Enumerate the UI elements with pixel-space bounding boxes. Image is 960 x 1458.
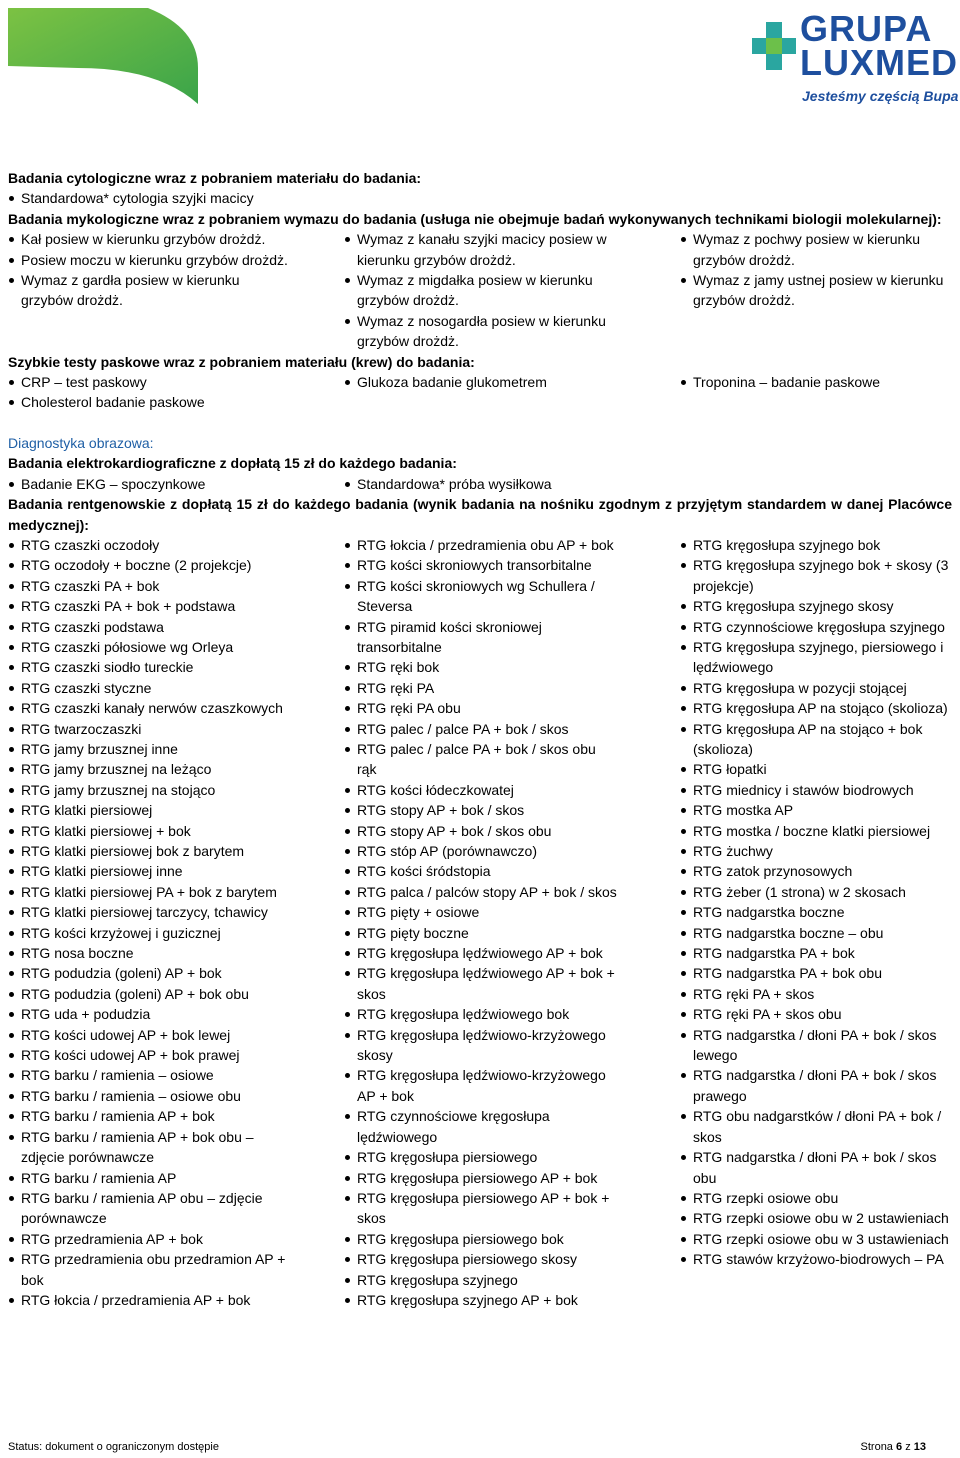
list-item: RTG kręgosłupa szyjnego bok <box>680 535 953 555</box>
list-item: RTG żeber (1 strona) w 2 skosach <box>680 882 953 902</box>
rtg-heading: Badania rentgenowskie z dopłatą 15 zł do każdego badania (wynik badania na nośniku zgodnym z przyjętym standardem w danej Placówce medycznej): <box>8 496 952 533</box>
list-item: RTG czaszki styczne <box>8 678 293 698</box>
cyto-heading: Badania cytologiczne wraz z pobraniem materiału do badania: <box>8 170 422 186</box>
list-item: RTG mostka AP <box>680 800 953 820</box>
list-item: RTG klatki piersiowej tarczycy, tchawicy <box>8 902 293 922</box>
list-item: RTG łokcia / przedramienia obu AP + bok <box>344 535 617 555</box>
grupa-luxmed-logo <box>752 4 959 104</box>
list-item: RTG stopy AP + bok / skos <box>344 800 617 820</box>
list-item: RTG kości skroniowych wg Schullera / Steversa <box>344 576 617 617</box>
list-item: RTG kręgosłupa AP na stojąco + bok (skolioza) <box>680 719 953 760</box>
list-item: RTG barku / ramienia AP <box>8 1168 293 1188</box>
list-item: RTG rzepki osiowe obu <box>680 1188 953 1208</box>
list-item: RTG kręgosłupa szyjnego, piersiowego i lędźwiowego <box>680 637 953 678</box>
list-item: Glukoza badanie glukometrem <box>344 372 617 392</box>
list-item: RTG zatok przynosowych <box>680 861 953 881</box>
rtg-columns <box>8 535 952 1310</box>
list-item: RTG kości łódeczkowatej <box>344 780 617 800</box>
brand-line-2: LUXMED <box>800 42 958 83</box>
rtg-col-1 <box>8 535 344 1310</box>
list-item: RTG nadgarstka boczne <box>680 902 953 922</box>
list-item: RTG pięty boczne <box>344 923 617 943</box>
myco-col-2 <box>344 229 680 351</box>
list-item: RTG stawów krzyżowo-biodrowych – PA <box>680 1249 953 1269</box>
list-item: RTG klatki piersiowej bok z barytem <box>8 841 293 861</box>
list-item: RTG nadgarstka boczne – obu <box>680 923 953 943</box>
list-item: RTG kręgosłupa lędźwiowego AP + bok + skos <box>344 963 617 1004</box>
list-item: RTG kręgosłupa piersiowego AP + bok + skos <box>344 1188 617 1229</box>
list-item: RTG twarzoczaszki <box>8 719 293 739</box>
list-item: RTG kręgosłupa lędźwiowego AP + bok <box>344 943 617 963</box>
list-item: RTG klatki piersiowej PA + bok z barytem <box>8 882 293 902</box>
list-item: RTG obu nadgarstków / dłoni PA + bok / skos <box>680 1106 953 1147</box>
ekg-col-2 <box>344 474 680 494</box>
list-item: RTG uda + podudzia <box>8 1004 293 1024</box>
list-item: Wymaz z gardła posiew w kierunku grzybów drożdż. <box>8 270 293 311</box>
list-item: RTG kręgosłupa szyjnego bok + skosy (3 projekcje) <box>680 555 953 596</box>
list-item: RTG kręgosłupa szyjnego skosy <box>680 596 953 616</box>
page-of: z <box>905 1441 911 1453</box>
list-item: RTG mostka / boczne klatki piersiowej <box>680 821 953 841</box>
list-item: Wymaz z jamy ustnej posiew w kierunku grzybów drożdż. <box>680 270 953 311</box>
list-item: RTG ręki bok <box>344 657 617 677</box>
list-item: Standardowa* próba wysiłkowa <box>344 474 617 494</box>
list-item: RTG czaszki siodło tureckie <box>8 657 293 677</box>
list-item: RTG żuchwy <box>680 841 953 861</box>
list-item: RTG palec / palce PA + bok / skos <box>344 719 617 739</box>
list-item: Badanie EKG – spoczynkowe <box>8 474 293 494</box>
list-item: RTG podudzia (goleni) AP + bok <box>8 963 293 983</box>
list-item: RTG rzepki osiowe obu w 3 ustawieniach <box>680 1229 953 1249</box>
list-item: RTG kręgosłupa szyjnego <box>344 1270 617 1290</box>
strip-col-2 <box>344 372 680 413</box>
list-item: RTG stóp AP (porównawczo) <box>344 841 617 861</box>
list-item: CRP – test paskowy <box>8 372 293 392</box>
rtg-col-3 <box>680 535 952 1310</box>
list-item: Posiew moczu w kierunku grzybów drożdż. <box>8 250 293 270</box>
document-body <box>8 168 952 1310</box>
diag-heading: Diagnostyka obrazowa: <box>8 434 154 451</box>
list-item: RTG barku / ramienia – osiowe <box>8 1065 293 1085</box>
list-item: RTG kręgosłupa szyjnego AP + bok <box>344 1290 617 1310</box>
list-item: RTG kości udowej AP + bok lewej <box>8 1025 293 1045</box>
page-current: 6 <box>896 1441 903 1453</box>
cyto-list <box>8 188 952 208</box>
list-item: RTG nadgarstka PA + bok obu <box>680 963 953 983</box>
list-item: RTG kości krzyżowej i guzicznej <box>8 923 293 943</box>
list-item: RTG nadgarstka / dłoni PA + bok / skos prawego <box>680 1065 953 1106</box>
strip-columns <box>8 372 952 413</box>
list-item: RTG czaszki podstawa <box>8 617 293 637</box>
strip-heading: Szybkie testy paskowe wraz z pobraniem materiału (krew) do badania: <box>8 353 475 370</box>
ekg-col-1 <box>8 474 344 494</box>
footer-page-number <box>861 1441 926 1453</box>
list-item: RTG klatki piersiowej + bok <box>8 821 293 841</box>
list-item: Standardowa* cytologia szyjki macicy <box>8 188 952 208</box>
list-item: RTG barku / ramienia – osiowe obu <box>8 1086 293 1106</box>
list-item: RTG kości śródstopia <box>344 861 617 881</box>
footer-status: Status: dokument o ograniczonym dostępie <box>8 1441 219 1453</box>
list-item: RTG przedramienia obu przedramion AP + bok <box>8 1249 293 1290</box>
list-item: RTG kręgosłupa piersiowego skosy <box>344 1249 617 1269</box>
brand-tagline: Jesteśmy częścią Bupa <box>802 88 959 104</box>
rtg-col-2 <box>344 535 680 1310</box>
list-item: RTG kręgosłupa lędźwiowo-krzyżowego AP + bok <box>344 1065 617 1106</box>
page-footer <box>8 1441 926 1453</box>
list-item: RTG kręgosłupa piersiowego <box>344 1147 617 1167</box>
list-item: RTG barku / ramienia AP + bok <box>8 1106 293 1126</box>
list-item: RTG czaszki półosiowe wg Orleya <box>8 637 293 657</box>
myco-heading: Badania mykologiczne wraz z pobraniem wymazu do badania (usługa nie obejmuje badań wykonywanych technikami biologii molekularnej): <box>8 210 942 227</box>
strip-col-3 <box>680 372 952 413</box>
list-item: RTG kości skroniowych transorbitalne <box>344 555 617 575</box>
list-item: RTG palec / palce PA + bok / skos obu rąk <box>344 739 617 780</box>
list-item: RTG jamy brzusznej inne <box>8 739 293 759</box>
list-item: Cholesterol badanie paskowe <box>8 392 293 412</box>
list-item: RTG nadgarstka PA + bok <box>680 943 953 963</box>
list-item: RTG przedramienia AP + bok <box>8 1229 293 1249</box>
list-item: RTG kości udowej AP + bok prawej <box>8 1045 293 1065</box>
green-bar-logo <box>8 8 198 104</box>
list-item: RTG jamy brzusznej na leżąco <box>8 759 293 779</box>
list-item: RTG ręki PA obu <box>344 698 617 718</box>
list-item: RTG podudzia (goleni) AP + bok obu <box>8 984 293 1004</box>
list-item: RTG nadgarstka / dłoni PA + bok / skos obu <box>680 1147 953 1188</box>
list-item: RTG nosa boczne <box>8 943 293 963</box>
list-item: RTG stopy AP + bok / skos obu <box>344 821 617 841</box>
list-item: RTG oczodoły + boczne (2 projekcje) <box>8 555 293 575</box>
list-item: RTG piramid kości skroniowej transorbitalne <box>344 617 617 658</box>
list-item: RTG czaszki kanały nerwów czaszkowych <box>8 698 293 718</box>
myco-col-1 <box>8 229 344 351</box>
list-item: RTG czaszki PA + bok + podstawa <box>8 596 293 616</box>
myco-columns <box>8 229 952 351</box>
list-item: RTG palca / palców stopy AP + bok / skos <box>344 882 617 902</box>
brand-line-1: GRUPA <box>800 8 933 49</box>
list-item: RTG kręgosłupa w pozycji stojącej <box>680 678 953 698</box>
page-total: 13 <box>913 1441 926 1453</box>
list-item: RTG klatki piersiowej inne <box>8 861 293 881</box>
page-prefix: Strona <box>860 1441 893 1453</box>
list-item: RTG barku / ramienia AP obu – zdjęcie porównawcze <box>8 1188 293 1229</box>
list-item: RTG ręki PA + skos obu <box>680 1004 953 1024</box>
list-item: RTG kręgosłupa AP na stojąco (skolioza) <box>680 698 953 718</box>
list-item: RTG pięty + osiowe <box>344 902 617 922</box>
list-item: RTG ręki PA <box>344 678 617 698</box>
list-item: RTG czaszki oczodoły <box>8 535 293 555</box>
list-item: RTG kręgosłupa lędźwiowo-krzyżowego skosy <box>344 1025 617 1066</box>
list-item: RTG łokcia / przedramienia AP + bok <box>8 1290 293 1310</box>
cross-icon <box>752 16 796 76</box>
list-item: RTG czynnościowe kręgosłupa lędźwiowego <box>344 1106 617 1147</box>
list-item: RTG klatki piersiowej <box>8 800 293 820</box>
strip-col-1 <box>8 372 344 413</box>
ekg-columns <box>8 474 952 494</box>
list-item: Wymaz z nosogardła posiew w kierunku grzybów drożdż. <box>344 311 617 352</box>
list-item: RTG czaszki PA + bok <box>8 576 293 596</box>
list-item: Troponina – badanie paskowe <box>680 372 953 392</box>
myco-col-3 <box>680 229 952 351</box>
list-item: RTG miednicy i stawów biodrowych <box>680 780 953 800</box>
list-item: Wymaz z pochwy posiew w kierunku grzybów drożdż. <box>680 229 953 270</box>
list-item: RTG ręki PA + skos <box>680 984 953 1004</box>
list-item: RTG kręgosłupa piersiowego AP + bok <box>344 1168 617 1188</box>
ekg-heading: Badania elektrokardiograficzne z dopłatą 15 zł do każdego badania: <box>8 455 457 472</box>
list-item: Kał posiew w kierunku grzybów drożdż. <box>8 229 293 249</box>
list-item: RTG łopatki <box>680 759 953 779</box>
list-item: RTG kręgosłupa lędźwiowego bok <box>344 1004 617 1024</box>
list-item: RTG kręgosłupa piersiowego bok <box>344 1229 617 1249</box>
list-item: RTG nadgarstka / dłoni PA + bok / skos lewego <box>680 1025 953 1066</box>
list-item: RTG barku / ramienia AP + bok obu – zdjęcie porównawcze <box>8 1127 293 1168</box>
list-item: RTG rzepki osiowe obu w 2 ustawieniach <box>680 1208 953 1228</box>
list-item: Wymaz z kanału szyjki macicy posiew w kierunku grzybów drożdż. <box>344 229 617 270</box>
list-item: Wymaz z migdałka posiew w kierunku grzybów drożdż. <box>344 270 617 311</box>
list-item: RTG jamy brzusznej na stojąco <box>8 780 293 800</box>
list-item: RTG czynnościowe kręgosłupa szyjnego <box>680 617 953 637</box>
